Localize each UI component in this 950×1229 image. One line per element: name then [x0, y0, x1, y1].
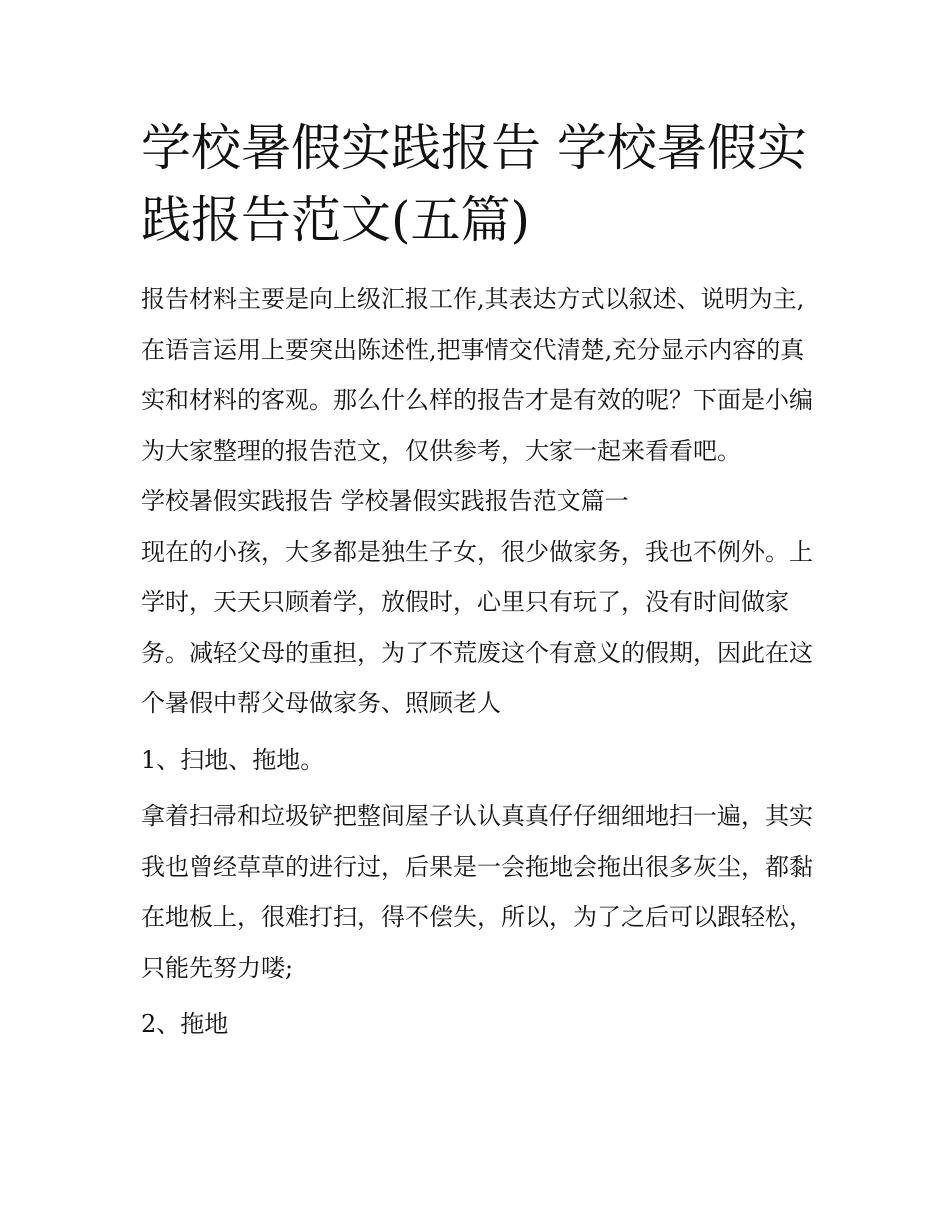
document-body: [141, 274, 821, 1050]
intro-paragraph: 报告材料主要是向上级汇报工作,其表达方式以叙述、说明为主,在语言运用上要突出陈述性,把事情交代清楚,充分显示内容的真实和材料的客观。那么什么样的报告才是有效的呢？下面是小编为大家整理的报告范文，仅供参考，大家一起来看看吧。: [141, 285, 813, 465]
item-2-heading: 2、拖地: [141, 1010, 229, 1038]
document-title: 学校暑假实践报告 学校暑假实践报告范文(五篇): [141, 119, 807, 249]
paragraph-1: 现在的小孩，大多都是独生子女，很少做家务，我也不例外。上学时，天天只顾着学，放假时，心里只有玩了，没有时间做家务。减轻父母的重担，为了不荒废这个有意义的假期，因此在这个暑假中帮父母做家务、照顾老人: [141, 537, 813, 717]
paragraph-2: 拿着扫帚和垃圾铲把整间屋子认认真真仔仔细细地扫一遍，其实我也曾经草草的进行过，后果是一会拖地会拖出很多灰尘，都黏在地板上，很难打扫，得不偿失，所以，为了之后可以跟轻松，只能先努力喽;: [141, 802, 813, 982]
document-page: [141, 112, 821, 1050]
section-heading: 学校暑假实践报告 学校暑假实践报告范文篇一: [141, 487, 629, 515]
item-1-heading: 1、扫地、拖地。: [141, 745, 325, 774]
